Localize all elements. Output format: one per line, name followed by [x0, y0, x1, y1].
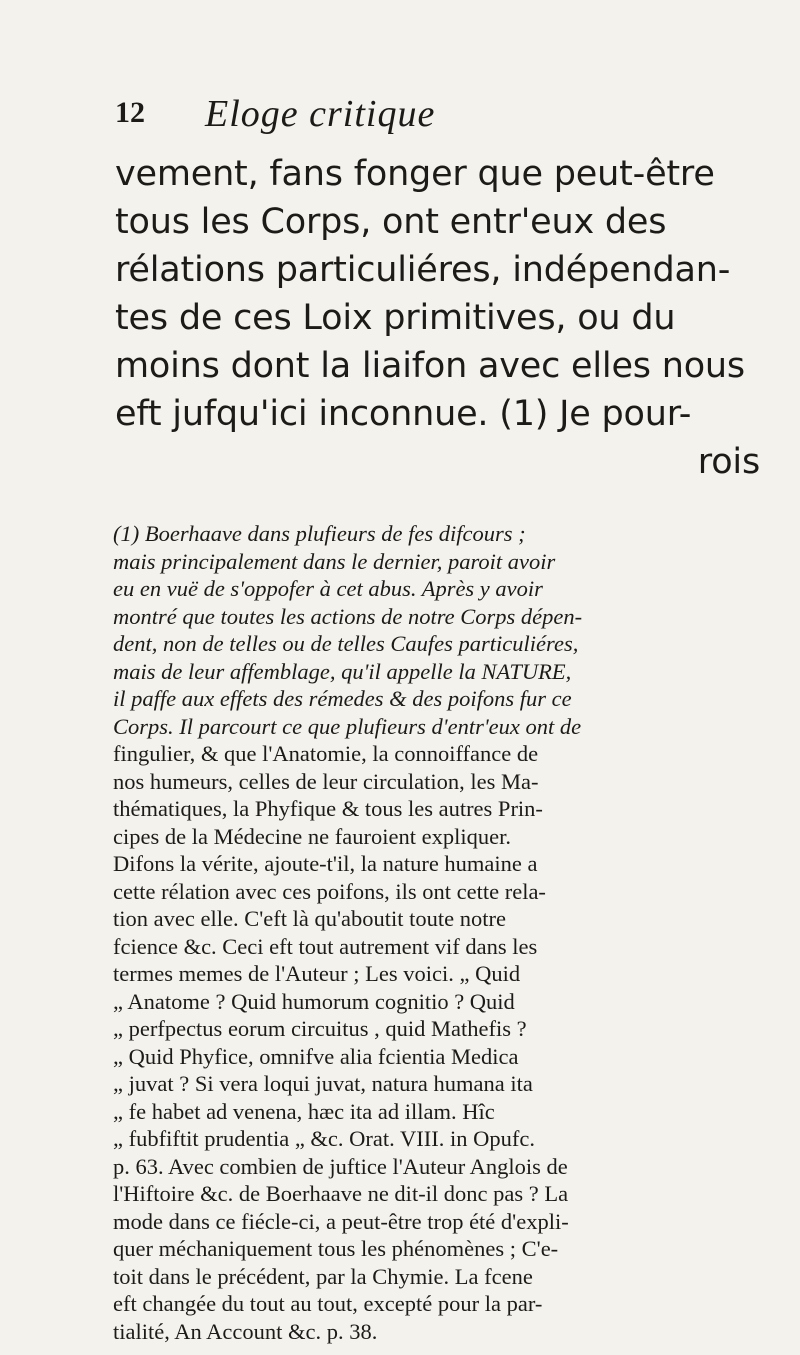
text-line: tes de ces Loix primitives, ou du	[115, 298, 676, 338]
footnote	[113, 520, 765, 1345]
main-text	[115, 150, 760, 486]
running-title: Eloge critique	[205, 93, 436, 135]
text-line: rélations particuliéres, indépendan-	[115, 250, 731, 290]
footnote-line: nos humeurs, celles de leur circulation, les Ma-	[113, 768, 539, 794]
footnote-line: toit dans le précédent, par la Chymie. La fcene	[113, 1263, 533, 1289]
footnote-line: l'Hiftoire &c. de Boerhaave ne dit-il donc pas ? La	[113, 1181, 569, 1206]
footnote-line: cette rélation avec ces poifons, ils ont cette rela-	[113, 878, 546, 904]
footnote-line: thématiques, la Phyfique & tous les autres Prin-	[113, 796, 543, 821]
page-header	[115, 93, 755, 144]
footnote-line: Difons la vérite, ajoute-t'il, la nature humaine a	[113, 851, 538, 876]
page-number: 12	[115, 96, 145, 129]
footnote-line: cipes de la Médecine ne fauroient expliquer.	[113, 823, 511, 849]
footnote-line: mode dans ce fiécle-ci, a peut-être trop été d'expli-	[113, 1208, 569, 1234]
footnote-line: „ fe habet ad venena, hæc ita ad illam. Hîc	[113, 1098, 495, 1124]
text-line: vement, fans fonger que peut-être	[115, 154, 715, 194]
footnote-line: „ juvat ? Si vera loqui juvat, natura humana ita	[113, 1071, 533, 1096]
footnote-line: (1) Boerhaave dans plufieurs de fes difcours ;	[113, 521, 526, 546]
footnote-line: mais de leur affemblage, qu'il appelle la NATURE,	[113, 658, 572, 684]
footnote-line: „ fubfiftit prudentia „ &c. Orat. VIII. in Opufc.	[113, 1126, 535, 1151]
footnote-line: eft changée du tout au tout, excepté pour la par-	[113, 1291, 543, 1316]
footnote-line: „ perfpectus eorum circuitus , quid Mathefis ?	[113, 1016, 527, 1041]
footnote-line: mais principalement dans le dernier, paroit avoir	[113, 548, 556, 574]
text-line: tous les Corps, ont entr'eux des	[115, 202, 667, 242]
footnote-line: quer méchaniquement tous les phénomènes ; C'e-	[113, 1236, 559, 1261]
footnote-line: fcience &c. Ceci eft tout autrement vif dans les	[113, 933, 538, 959]
footnote-line: eu en vuë de s'oppofer à cet abus. Après y avoir	[113, 576, 543, 601]
footnote-line: tion avec elle. C'eft là qu'aboutit toute notre	[113, 906, 506, 931]
footnote-line: fingulier, & que l'Anatomie, la connoiffance de	[113, 741, 539, 766]
footnote-line: p. 63. Avec combien de juftice l'Auteur Anglois de	[113, 1153, 568, 1179]
footnote-line: dent, non de telles ou de telles Caufes particuliéres,	[113, 631, 579, 656]
footnote-line: „ Anatome ? Quid humorum cognitio ? Quid	[113, 988, 515, 1014]
footnote-line: Corps. Il parcourt ce que plufieurs d'entr'eux ont de	[113, 713, 582, 739]
footnote-line: „ Quid Phyfice, omnifve alia fcientia Medica	[113, 1043, 519, 1069]
text-line: eft jufqu'ici inconnue. (1) Je pour-	[115, 394, 692, 434]
footnote-line: il paffe aux effets des rémedes & des poifons fur ce	[113, 686, 572, 711]
text-line: moins dont la liaifon avec elles nous	[115, 346, 745, 386]
footnote-line: termes memes de l'Auteur ; Les voici. „ Quid	[113, 961, 521, 986]
footnote-line: tialité, An Account &c. p. 38.	[113, 1318, 378, 1344]
footnote-line: montré que toutes les actions de notre Corps dépen-	[113, 603, 583, 629]
catchword: rois	[697, 442, 760, 482]
